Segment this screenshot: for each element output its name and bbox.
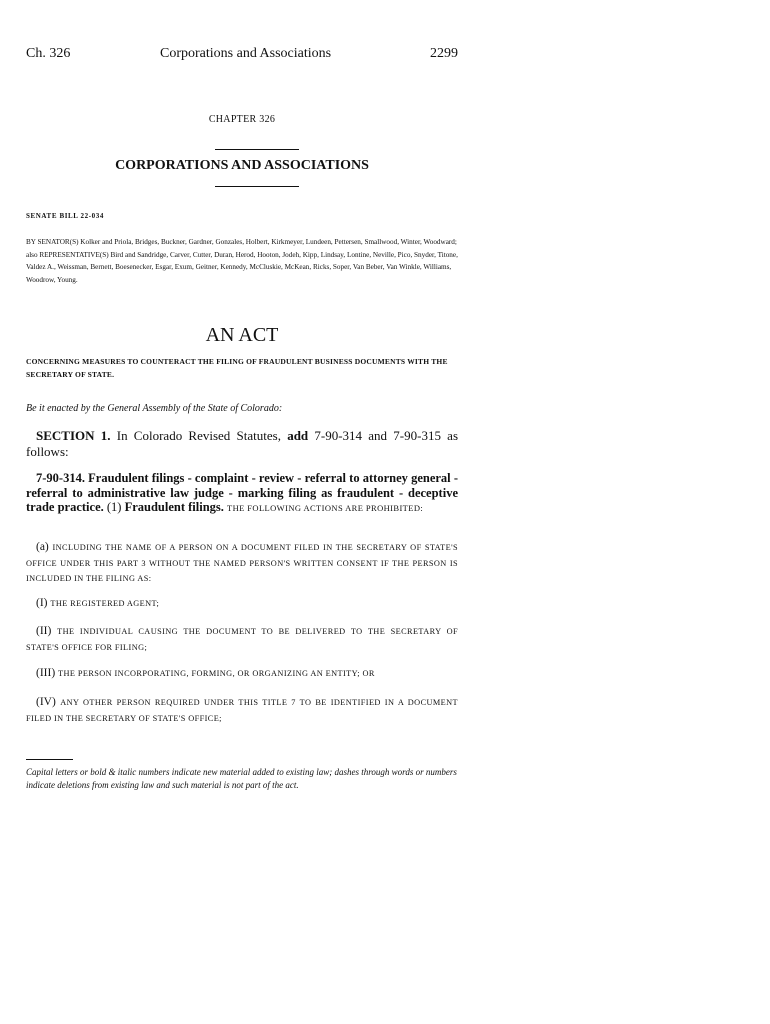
subsection-heading: Fraudulent filings. bbox=[124, 500, 224, 514]
running-header bbox=[26, 46, 458, 66]
paragraph-number: (I) bbox=[36, 597, 48, 609]
running-title: Corporations and Associations bbox=[160, 46, 332, 61]
paragraph-iii bbox=[26, 666, 458, 682]
paragraph-number: (II) bbox=[36, 625, 52, 637]
section-1 bbox=[26, 428, 458, 460]
paragraph-i bbox=[26, 596, 458, 612]
act-title: AN ACT bbox=[205, 324, 279, 346]
section-text-b: 7-90-314 and 7-90-315 as follows: bbox=[26, 428, 458, 459]
paragraph-text: THE PERSON INCORPORATING, FORMING, OR ORGANIZING AN ENTITY; OR bbox=[58, 669, 375, 678]
paragraph-text: THE REGISTERED AGENT; bbox=[50, 599, 160, 608]
subsection-number: (1) bbox=[106, 500, 122, 514]
subsection-text: THE FOLLOWING ACTIONS ARE PROHIBITED: bbox=[227, 503, 424, 513]
paragraph-text: THE INDIVIDUAL CAUSING THE DOCUMENT TO BE DELIVERED TO THE SECRETARY OF STATE'S OFFICE FOR FILING; bbox=[26, 627, 459, 652]
paragraph-number: (III) bbox=[36, 667, 56, 679]
chapter-title: CORPORATIONS AND ASSOCIATIONS bbox=[115, 158, 369, 173]
act-concerning-clause: CONCERNING MEASURES TO COUNTERACT THE FILING OF FRAUDULENT BUSINESS DOCUMENTS WITH THE SECRETARY OF STATE. bbox=[26, 357, 448, 379]
house-sponsors: also REPRESENTATIVE(S) Bird and Sandridge, Carver, Cutter, Duran, Herod, Hooton, Jodeh, Kipp, Lindsay, Lontine, Neville, Pico, Snyder, Titone, Valdez A., Weissman, Bernett, Boesenecker, Esgar, Exum, Geitner, Kennedy, McCluskie, McKean, Ricks, Soper, Van Beber, Van Winkle, Williams, Woodrow, Young. bbox=[26, 250, 458, 284]
enacting-clause: Be it enacted by the General Assembly of the State of Colorado: bbox=[26, 403, 283, 414]
section-text-a: In Colorado Revised Statutes, bbox=[116, 428, 281, 443]
statute-7-90-314 bbox=[26, 471, 458, 516]
section-label: SECTION 1. bbox=[36, 428, 111, 443]
page-number: 2299 bbox=[430, 46, 458, 61]
paragraph-text: ANY OTHER PERSON REQUIRED UNDER THIS TITLE 7 TO BE IDENTIFIED IN A DOCUMENT FILED IN THE SECRETARY OF STATE'S OFFICE; bbox=[26, 698, 459, 723]
chapter-reference: Ch. 326 bbox=[26, 46, 71, 61]
senate-sponsors: BY SENATOR(S) Kolker and Priola, Bridges, Buckner, Gardner, Gonzales, Holbert, Kirkmeyer, Lundeen, Pettersen, Smallwood, Winter, Woodward; bbox=[26, 238, 457, 246]
paragraph-text: INCLUDING THE NAME OF A PERSON ON A DOCUMENT FILED IN THE SECRETARY OF STATE'S OFFICE UNDER THIS PART 3 WITHOUT THE NAMED PERSON'S WRITTEN CONSENT IF THE PERSON IS INCLUDED IN THE FILING AS: bbox=[26, 543, 459, 583]
sponsors-block bbox=[26, 236, 458, 286]
section-add-keyword: add bbox=[287, 428, 309, 443]
paragraph-number: (a) bbox=[36, 541, 49, 553]
title-rule-top bbox=[215, 149, 299, 150]
paragraph-a bbox=[26, 540, 458, 587]
title-rule-bottom bbox=[215, 186, 299, 187]
footnote-rule bbox=[26, 759, 73, 760]
footnote: Capital letters or bold & italic numbers indicate new material added to existing law; dashes through words or numbers indicate deletions from existing law and such material is not part of the act. bbox=[26, 767, 457, 790]
paragraph-iv bbox=[26, 695, 458, 726]
paragraph-number: (IV) bbox=[36, 696, 56, 708]
paragraph-ii bbox=[26, 624, 458, 655]
bill-number: SENATE BILL 22-034 bbox=[26, 212, 104, 220]
statute-heading: 7-90-314. Fraudulent filings - complaint - review - referral to attorney general - referral to administrative law judge - marking filing as fraudulent - deceptive trade practice. bbox=[26, 471, 458, 514]
chapter-label: CHAPTER 326 bbox=[208, 114, 276, 125]
